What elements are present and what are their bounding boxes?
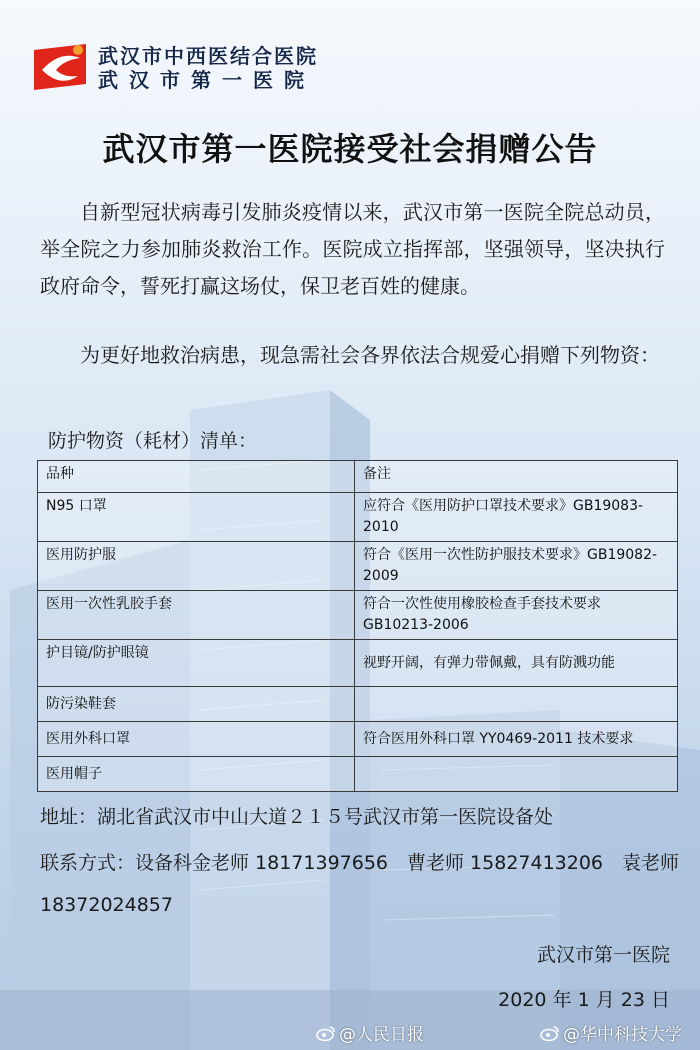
weibo-icon (316, 1025, 336, 1041)
table-cell-note: 符合《医用一次性防护服技术要求》GB19082-2009 (355, 542, 678, 591)
table-cell-item: 医用外科口罩 (38, 722, 355, 757)
table-cell-item: 护目镜/防护眼镜 (38, 640, 355, 687)
table-cell-note (355, 687, 678, 722)
table-row (38, 542, 678, 591)
table-row (38, 591, 678, 640)
table-row (38, 493, 678, 542)
watermark-text: @人民日报 (339, 1025, 424, 1045)
supply-table (37, 460, 678, 792)
watermark-peoples-daily (316, 1020, 424, 1045)
table-row (38, 757, 678, 792)
table-cell-item: 医用防护服 (38, 542, 355, 591)
hospital-logo (30, 40, 90, 92)
table-header-row (38, 461, 678, 493)
address-line: 地址：湖北省武汉市中山大道２１５号武汉市第一医院设备处 (40, 806, 554, 828)
weibo-icon (540, 1025, 560, 1041)
table-cell-note: 符合一次性使用橡胶检查手套技术要求 GB10213-2006 (355, 591, 678, 640)
org-name-primary: 武汉市中西医结合医院 (98, 44, 318, 68)
table-cell-item: 医用帽子 (38, 757, 355, 792)
table-cell-item: 防污染鞋套 (38, 687, 355, 722)
table-cell-note (355, 757, 678, 792)
supply-list-title: 防护物资（耗材）清单： (48, 430, 258, 452)
donation-request-paragraph: 为更好地救治病患，现急需社会各界依法合规爱心捐赠下列物资： (80, 343, 660, 367)
page-title: 武汉市第一医院接受社会捐赠公告 (102, 130, 598, 168)
org-name-secondary: 武汉市第一医院 (98, 68, 315, 92)
watermark-hust (540, 1020, 682, 1045)
table-row (38, 687, 678, 722)
table-cell-item: N95 口罩 (38, 493, 355, 542)
date: 2020 年 1 月 23 日 (498, 989, 670, 1011)
watermark-text: @华中科技大学 (563, 1025, 682, 1045)
table-row (38, 722, 678, 757)
table-cell-note: 符合医用外科口罩 YY0469-2011 技术要求 (355, 722, 678, 757)
table-header-item: 品种 (38, 461, 355, 493)
contact-line-continued: 18372024857 (40, 894, 173, 916)
table-cell-note: 应符合《医用防护口罩技术要求》GB19083-2010 (355, 493, 678, 542)
intro-paragraph: 自新型冠状病毒引发肺炎疫情以来，武汉市第一医院全院总动员，举全院之力参加肺炎救治工作。医院成立指挥部，坚强领导，坚决执行政府命令，誓死打赢这场仗，保卫老百姓的健康。 (40, 200, 665, 298)
table-header-note: 备注 (355, 461, 678, 493)
signature: 武汉市第一医院 (536, 944, 670, 966)
contact-line: 联系方式：设备科金老师 18171397656 曹老师 15827413206 袁老师 (40, 852, 680, 874)
table-row (38, 640, 678, 687)
table-cell-note: 视野开阔，有弹力带佩戴，具有防溅功能 (355, 640, 678, 687)
table-cell-item: 医用一次性乳胶手套 (38, 591, 355, 640)
